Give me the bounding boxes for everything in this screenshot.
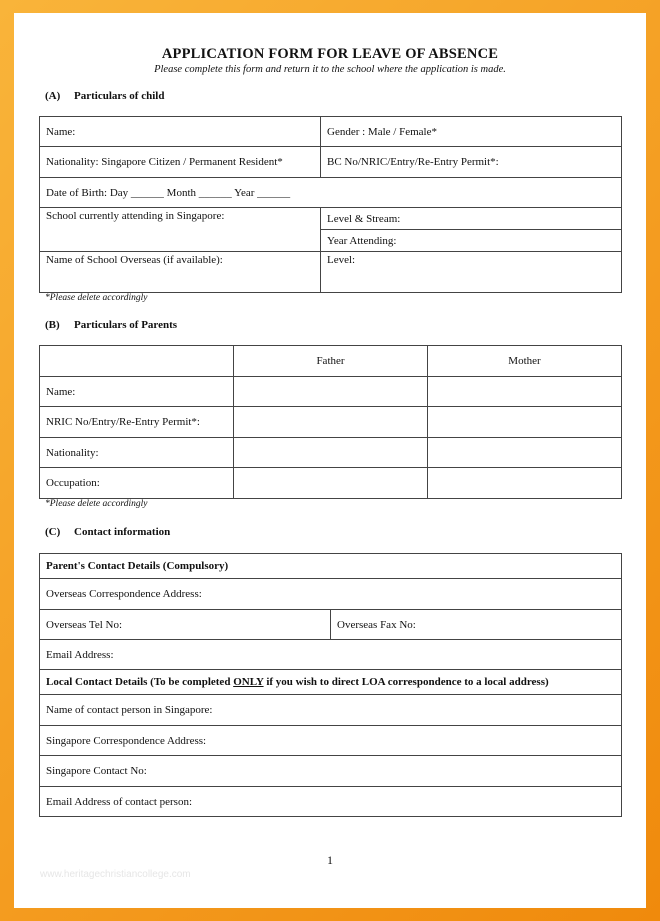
child-level-field[interactable]: Level: xyxy=(321,252,622,293)
form-title: APPLICATION FORM FOR LEAVE OF ABSENCE xyxy=(161,46,499,62)
mother-nationality-field[interactable] xyxy=(428,438,622,468)
section-c-label: (C) xyxy=(45,526,61,538)
local-header-text: Local Contact Details (To be completed xyxy=(46,676,234,688)
section-a-heading xyxy=(45,90,164,102)
section-b-note: *Please delete accordingly xyxy=(45,499,148,509)
father-column-header: Father xyxy=(234,346,428,377)
mother-column-header: Mother xyxy=(428,346,622,377)
child-school-overseas-field[interactable]: Name of School Overseas (if available): xyxy=(40,252,321,293)
contact-information-table xyxy=(39,553,622,817)
section-a-label: (A) xyxy=(45,90,61,102)
section-c-heading xyxy=(45,526,170,538)
mother-name-field[interactable] xyxy=(428,377,622,407)
email-address-field[interactable]: Email Address: xyxy=(40,640,622,670)
parent-row-label: Nationality: xyxy=(40,438,234,468)
section-c-title: Contact information xyxy=(74,526,171,538)
parent-contact-header: Parent's Contact Details (Compulsory) xyxy=(40,554,622,579)
section-b-heading xyxy=(45,319,177,331)
child-dob-field[interactable]: Date of Birth: Day ______ Month ______ Year ______ xyxy=(40,178,622,208)
page-number: 1 xyxy=(327,853,333,867)
child-bc-no-field[interactable]: BC No/NRIC/Entry/Re-Entry Permit*: xyxy=(321,147,622,178)
local-header-text-end: if you wish to direct LOA correspondence to a local address) xyxy=(263,676,549,688)
child-year-attending-field[interactable]: Year Attending: xyxy=(321,230,622,252)
child-school-field[interactable]: School currently attending in Singapore: xyxy=(40,208,321,252)
form-page xyxy=(14,13,646,908)
parent-row-label: NRIC No/Entry/Re-Entry Permit*: xyxy=(40,407,234,438)
parents-particulars-table xyxy=(39,345,622,499)
father-nationality-field[interactable] xyxy=(234,438,428,468)
section-a-title: Particulars of child xyxy=(74,90,165,102)
local-contact-header xyxy=(40,670,622,695)
section-a-note: *Please delete accordingly xyxy=(45,293,148,303)
mother-nric-field[interactable] xyxy=(428,407,622,438)
father-nric-field[interactable] xyxy=(234,407,428,438)
child-level-stream-field[interactable]: Level & Stream: xyxy=(321,208,622,230)
overseas-address-field[interactable]: Overseas Correspondence Address: xyxy=(40,579,622,610)
father-name-field[interactable] xyxy=(234,377,428,407)
sg-address-field[interactable]: Singapore Correspondence Address: xyxy=(40,726,622,756)
section-b-label: (B) xyxy=(45,319,60,331)
parent-row-label: Occupation: xyxy=(40,468,234,499)
sg-contact-no-field[interactable]: Singapore Contact No: xyxy=(40,756,622,787)
child-name-field[interactable]: Name: xyxy=(40,117,321,147)
form-subtitle: Please complete this form and return it to the school where the application is made. xyxy=(154,64,506,75)
local-header-only: ONLY xyxy=(233,676,264,688)
child-particulars-table xyxy=(39,116,622,293)
contact-person-field[interactable]: Name of contact person in Singapore: xyxy=(40,695,622,726)
parent-row-label: Name: xyxy=(40,377,234,407)
child-gender-field[interactable]: Gender : Male / Female* xyxy=(321,117,622,147)
section-b-title: Particulars of Parents xyxy=(74,319,178,331)
overseas-fax-field[interactable]: Overseas Fax No: xyxy=(331,610,622,640)
mother-occupation-field[interactable] xyxy=(428,468,622,499)
contact-person-email-field[interactable]: Email Address of contact person: xyxy=(40,787,622,817)
parents-blank-header xyxy=(40,346,234,377)
father-occupation-field[interactable] xyxy=(234,468,428,499)
child-nationality-field[interactable]: Nationality: Singapore Citizen / Permanent Resident* xyxy=(40,147,321,178)
overseas-tel-field[interactable]: Overseas Tel No: xyxy=(40,610,331,640)
watermark: www.heritagechristiancollege.com xyxy=(40,869,191,880)
